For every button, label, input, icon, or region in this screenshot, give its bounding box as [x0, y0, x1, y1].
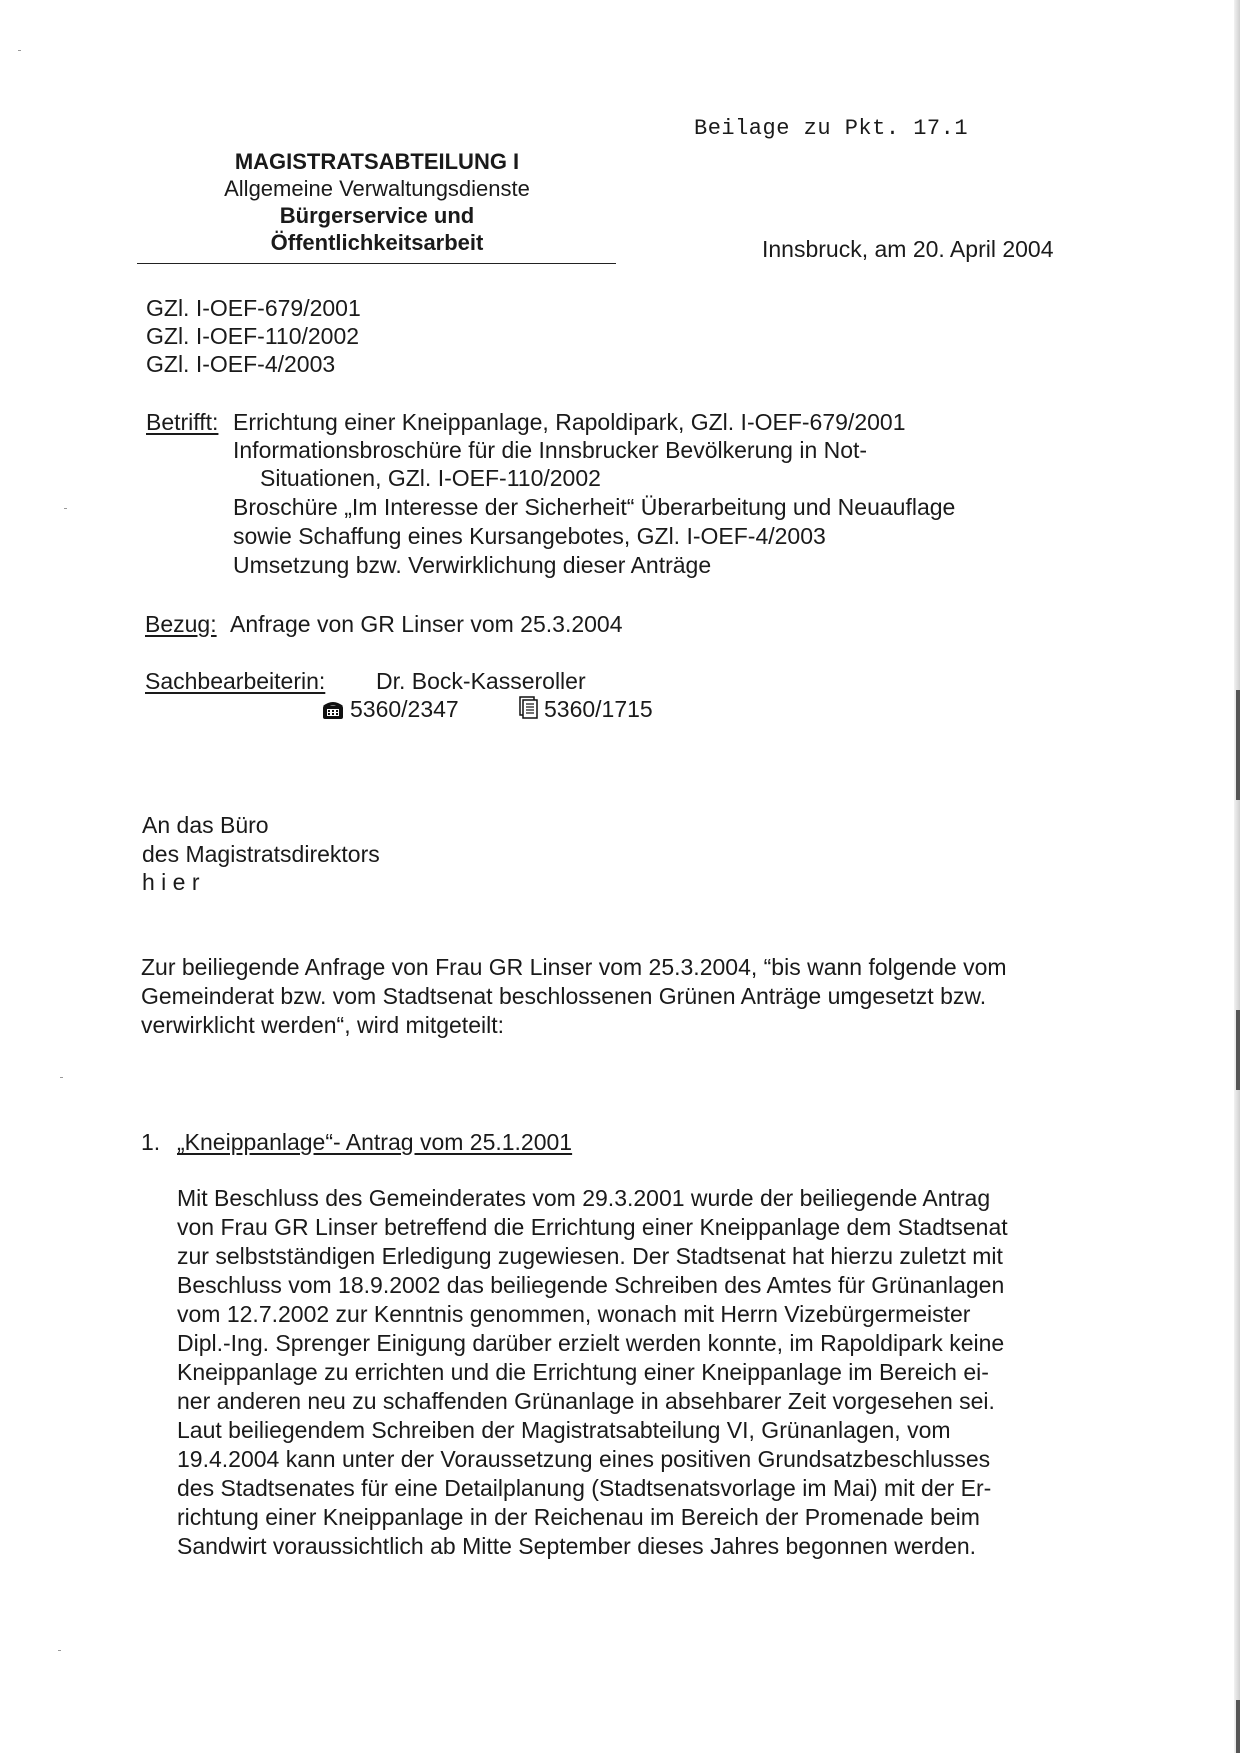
- reference-number: GZl. I-OEF-679/2001: [146, 295, 361, 321]
- section-body: [177, 1184, 1097, 1561]
- reference-number: GZl. I-OEF-4/2003: [146, 351, 336, 377]
- fax-number: 5360/1715: [544, 696, 653, 722]
- body-line: von Frau GR Linser betreffend die Errichtung einer Kneippanlage dem Stadtsenat: [177, 1214, 1008, 1240]
- scan-speck: [60, 1077, 63, 1078]
- header-divider: [137, 263, 616, 264]
- body-line: zur selbstständigen Erledigung zugewiesen. Der Stadtsenat hat hierzu zuletzt mit: [177, 1243, 1003, 1269]
- scan-speck: [64, 508, 67, 509]
- scan-speck: [58, 1650, 61, 1651]
- clerk-name: Dr. Bock-Kasseroller: [376, 668, 586, 694]
- address-line: An das Büro: [142, 812, 269, 838]
- scan-edge-mark: [1236, 1700, 1240, 1753]
- intro-line: verwirklicht werden“, wird mitgeteilt:: [141, 1012, 504, 1038]
- beilage-reference: Beilage zu Pkt. 17.1: [694, 116, 969, 141]
- intro-line: Gemeinderat bzw. vom Stadtsenat beschlossenen Grünen Anträge umgesetzt bzw.: [141, 983, 987, 1009]
- department-unit-line1: Bürgerservice und: [279, 203, 475, 228]
- body-line: 19.4.2004 kann unter der Voraussetzung eines positiven Grundsatzbeschlusses: [177, 1446, 991, 1472]
- subject-line: sowie Schaffung eines Kursangebotes, GZl. I-OEF-4/2003: [233, 523, 826, 549]
- subject-line: Errichtung einer Kneippanlage, Rapoldipark, GZl. I-OEF-679/2001: [233, 409, 906, 435]
- department-subtitle: Allgemeine Verwaltungsdienste: [224, 176, 530, 201]
- scan-speck: [18, 50, 21, 51]
- subject-line: Umsetzung bzw. Verwirklichung dieser Anträge: [233, 552, 712, 578]
- subject-line: Broschüre „Im Interesse der Sicherheit“ Überarbeitung und Neuauflage: [233, 494, 956, 520]
- department-header: [137, 148, 617, 256]
- department-unit-line2: Öffentlichkeitsarbeit: [270, 230, 484, 255]
- body-line: richtung einer Kneippanlage in der Reichenau im Bereich der Promenade beim: [177, 1504, 980, 1530]
- section-heading: „Kneippanlage“- Antrag vom 25.1.2001: [177, 1129, 573, 1155]
- body-line: Sandwirt voraussichtlich ab Mitte September dieses Jahres begonnen werden.: [177, 1533, 977, 1559]
- body-line: ner anderen neu zu schaffenden Grünanlage in absehbarer Zeit vorgesehen sei.: [177, 1388, 995, 1414]
- body-line: Beschluss vom 18.9.2002 das beiliegende Schreiben des Amtes für Grünanlagen: [177, 1272, 1005, 1298]
- reference-label: Bezug:: [145, 611, 217, 637]
- address-line: des Magistratsdirektors: [142, 841, 380, 867]
- phone-number: 5360/2347: [350, 696, 459, 722]
- scan-edge: [1234, 0, 1240, 1753]
- body-line: des Stadtsenates für eine Detailplanung (Stadtsenatsvorlage im Mai) mit der Er-: [177, 1475, 992, 1501]
- body-line: Laut beiliegendem Schreiben der Magistratsabteilung VI, Grünanlagen, vom: [177, 1417, 951, 1443]
- clerk-fax: [518, 695, 653, 723]
- scan-edge-mark: [1236, 1010, 1240, 1090]
- department-title: MAGISTRATSABTEILUNG I: [234, 149, 520, 174]
- reference-number: GZl. I-OEF-110/2002: [146, 323, 360, 349]
- subject-label: Betrifft:: [146, 409, 219, 435]
- body-line: Mit Beschluss des Gemeinderates vom 29.3.2001 wurde der beiliegende Antrag: [177, 1185, 991, 1211]
- telephone-icon: [322, 700, 344, 720]
- body-line: Dipl.-Ing. Sprenger Einigung darüber erzielt werden konnte, im Rapoldipark keine: [177, 1330, 1005, 1356]
- scan-edge-mark: [1236, 690, 1240, 800]
- subject-line: Informationsbroschüre für die Innsbrucker Bevölkerung in Not-: [233, 437, 868, 463]
- body-line: vom 12.7.2002 zur Kenntnis genommen, wonach mit Herrn Vizebürgermeister: [177, 1301, 971, 1327]
- section-number: 1.: [141, 1129, 161, 1155]
- clerk-label: Sachbearbeiterin:: [145, 668, 326, 694]
- address-line: h i e r: [142, 869, 200, 895]
- fax-icon: [518, 696, 538, 720]
- intro-line: Zur beiliegende Anfrage von Frau GR Linser vom 25.3.2004, “bis wann folgende vom: [141, 954, 1007, 980]
- date-line: Innsbruck, am 20. April 2004: [762, 236, 1054, 262]
- body-line: Kneippanlage zu errichten und die Errichtung einer Kneippanlage im Bereich ei-: [177, 1359, 989, 1385]
- subject-line: Situationen, GZl. I-OEF-110/2002: [260, 465, 601, 491]
- reference-text: Anfrage von GR Linser vom 25.3.2004: [230, 611, 623, 637]
- clerk-phone: [322, 695, 459, 723]
